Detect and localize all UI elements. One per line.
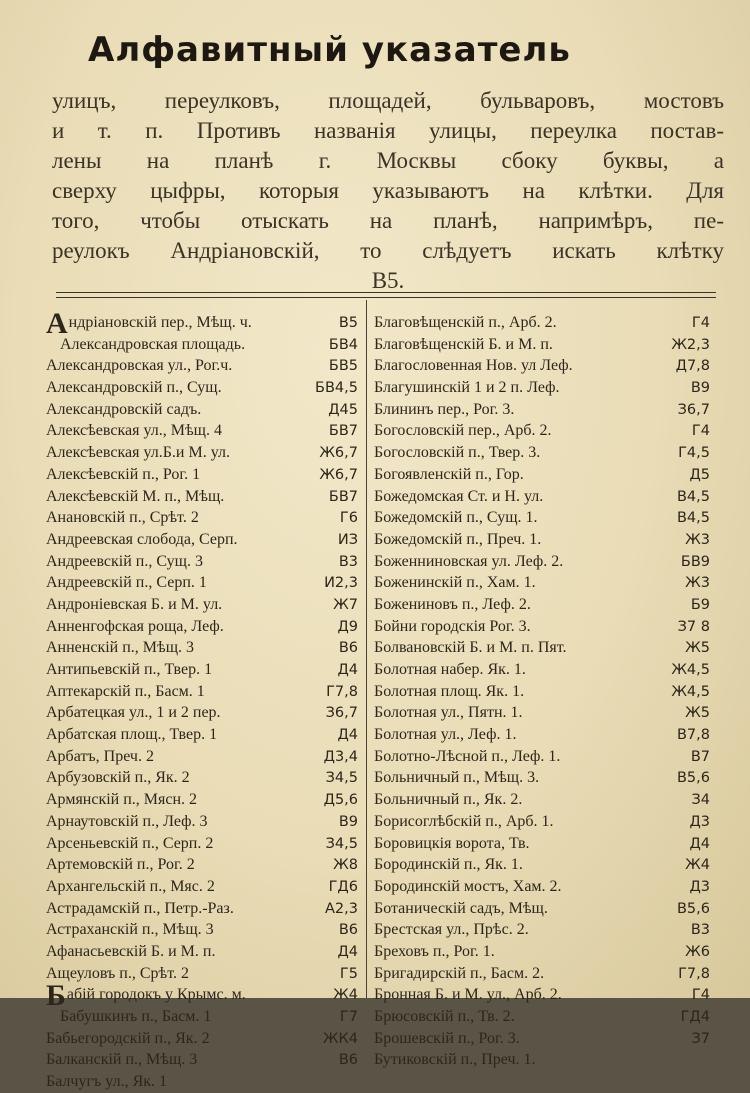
- entry-name-text: абій городокъ у Крымс. м.: [66, 986, 246, 1004]
- entry-grid-cell: Д3: [689, 878, 710, 895]
- entry-name: [374, 486, 543, 508]
- entry-name: [374, 746, 560, 768]
- index-entry: [374, 984, 710, 1006]
- index-entry: [374, 1028, 710, 1050]
- entry-grid-cell: В6: [338, 922, 358, 939]
- entry-name: [46, 572, 207, 594]
- entry-name-text: Бреховъ п., Рог. 1.: [374, 942, 495, 960]
- entry-grid-cell: Д5: [689, 466, 710, 483]
- index-entry: [374, 464, 710, 486]
- entry-name: [46, 659, 212, 681]
- index-entry: [46, 919, 358, 941]
- entry-name-text: Афанасьевскій Б. и М. п.: [46, 942, 216, 960]
- entry-name: [374, 941, 495, 963]
- entry-name: [46, 507, 199, 529]
- index-entry: [46, 876, 358, 898]
- index-entry: [374, 876, 710, 898]
- entry-name: [374, 637, 567, 659]
- entry-grid-cell: В6: [338, 1052, 358, 1069]
- entry-name: [374, 1049, 536, 1071]
- index-entry: [374, 355, 710, 377]
- index-entry: [374, 637, 710, 659]
- entry-name-text: Армянскій п., Мясн. 2: [46, 791, 198, 809]
- entry-grid-cell: ГД6: [328, 878, 358, 895]
- index-entry: [374, 746, 710, 768]
- entry-name-text: Благовѣщенскій п., Арб. 2.: [374, 314, 557, 331]
- entry-name-text: Брюсовскій п., Тв. 2.: [374, 1008, 515, 1025]
- entry-name-text: Аптекарскій п., Басм. 1: [46, 682, 205, 700]
- entry-name: [374, 984, 562, 1006]
- entry-grid-cell: Ж6,7: [319, 445, 358, 462]
- entry-name-text: Бабьегородскій п., Як. 2: [46, 1029, 210, 1047]
- entry-grid-cell: Ж2,3: [671, 336, 710, 353]
- header-rule-bottom: [56, 297, 716, 298]
- entry-name: [46, 307, 252, 340]
- index-entry: [374, 572, 710, 594]
- entry-name: [46, 876, 215, 898]
- entry-name: [374, 420, 552, 442]
- entry-name-text: Бородинскій мостъ, Хам. 2.: [374, 877, 562, 895]
- intro-line: того, чтобы отыскать на планѣ, напримѣръ, пе-: [52, 208, 724, 233]
- entry-grid-cell: Г4,5: [678, 445, 710, 462]
- index-entry: [374, 919, 710, 941]
- entry-name-text: Ащеуловъ п., Срѣт. 2: [46, 964, 189, 982]
- entry-name: [374, 681, 524, 703]
- entry-grid-cell: Ж4,5: [671, 683, 710, 700]
- index-entry: [46, 833, 358, 855]
- entry-name-text: Анненскій п., Мѣщ. 3: [46, 639, 195, 657]
- entry-grid-cell: Г4: [691, 315, 710, 331]
- index-entry: [374, 833, 710, 855]
- index-entry: [374, 941, 710, 963]
- index-entry: [46, 1006, 358, 1028]
- intro-line: реулокъ Андріановскій, то слѣдуетъ искать клѣтку: [52, 238, 724, 263]
- entry-grid-cell: Г6: [339, 510, 358, 527]
- index-entry: [46, 529, 358, 551]
- index-entry: [374, 724, 710, 746]
- index-entry: [46, 659, 358, 681]
- entry-name-text: Брестская ул., Прѣс. 2.: [374, 921, 529, 939]
- entry-name-text: Болотно-Лѣсной п., Леф. 1.: [374, 747, 561, 765]
- entry-name-text: Боровицкія ворота, Тв.: [374, 834, 530, 852]
- entry-name-text: Больничный п., Мѣщ. 3.: [374, 769, 540, 787]
- entry-grid-cell: З7: [691, 1030, 710, 1047]
- entry-name-text: Андреевскій п., Сущ. 3: [46, 552, 203, 570]
- entry-name-text: Борисоглѣбскій п., Арб. 1.: [374, 812, 554, 830]
- entry-grid-cell: Ж4: [333, 987, 358, 1004]
- entry-name: [374, 377, 559, 399]
- entry-name-text: Божедомскій п., Сущ. 1.: [374, 509, 538, 527]
- intro-line: сверху цыфры, которыя указываютъ на клѣтки. Для: [52, 178, 724, 203]
- entry-name: [374, 876, 562, 898]
- entry-name: [374, 355, 573, 377]
- entry-name: [374, 898, 548, 920]
- intro-line: и т. п. Противъ названія улицы, переулка постав-: [52, 118, 724, 143]
- entry-name: [46, 377, 222, 399]
- entry-name: [374, 616, 531, 638]
- intro-paragraph: [52, 86, 724, 296]
- entry-grid-cell: З4: [691, 792, 710, 809]
- entry-grid-cell: Д5,6: [323, 792, 358, 809]
- entry-name-text: Бородинскій п., Як. 1.: [374, 856, 523, 874]
- index-entry: [374, 898, 710, 920]
- entry-grid-cell: В4,5: [676, 510, 710, 527]
- entry-name: [374, 442, 540, 464]
- entry-grid-cell: БВ7: [328, 488, 358, 505]
- entry-grid-cell: БВ4: [328, 336, 358, 353]
- entry-grid-cell: В5,6: [676, 770, 710, 787]
- column-divider: [366, 300, 367, 998]
- entry-name: [374, 789, 522, 811]
- entry-grid-cell: Ж8: [333, 857, 358, 874]
- index-entry: [46, 507, 358, 529]
- index-entry: [46, 681, 358, 703]
- entry-name: [46, 833, 213, 855]
- index-entry: [374, 767, 710, 789]
- entry-name: [374, 312, 557, 334]
- entry-grid-cell: Д4: [337, 943, 358, 960]
- entry-name-text: Алексѣевская ул., Мѣщ. 4: [46, 422, 222, 440]
- entry-name: [46, 529, 238, 551]
- entry-grid-cell: З4,5: [325, 835, 358, 852]
- entry-name-text: Благовѣщенскій Б. и М. п.: [374, 335, 553, 353]
- index-entry: [46, 1071, 358, 1093]
- index-entry: [374, 420, 710, 442]
- index-entry: [46, 637, 358, 659]
- entry-grid-cell: Д4: [337, 662, 358, 678]
- entry-name: [46, 919, 214, 941]
- drop-cap-letter: Б: [46, 979, 66, 1013]
- index-entry: [374, 334, 710, 356]
- entry-name: [46, 681, 205, 703]
- entry-name-text: Антипьевскій п., Твер. 1: [46, 661, 213, 678]
- entry-name-text: Балчугъ ул., Як. 1: [46, 1073, 168, 1091]
- entry-name-text: Алексѣевская ул.Б.и М. ул.: [46, 444, 230, 462]
- entry-grid-cell: З7 8: [677, 618, 710, 635]
- entry-name-text: Ботаническій садъ, Мѣщ.: [374, 899, 548, 917]
- entry-name-text: Анненгофская роща, Леф.: [46, 617, 224, 635]
- entry-name: [374, 551, 563, 573]
- index-column-right: [374, 312, 710, 1071]
- entry-name: [46, 898, 234, 920]
- entry-name: [46, 724, 217, 746]
- entry-grid-cell: В3: [690, 922, 710, 939]
- entry-name-text: Балканскій п., Мѣщ. 3: [46, 1051, 198, 1069]
- entry-grid-cell: Д4: [337, 727, 358, 744]
- entry-name: [374, 594, 531, 616]
- entry-grid-cell: Ж4: [685, 857, 710, 874]
- index-entry: [46, 702, 358, 724]
- entry-name-text: Блининъ пер., Рог. 3.: [374, 400, 515, 418]
- entry-name: [46, 355, 232, 377]
- entry-name: [46, 811, 208, 833]
- entry-name-text: Боженинскій п., Хам. 1.: [374, 574, 536, 592]
- entry-name-text: Бутиковскій п., Преч. 1.: [374, 1051, 536, 1069]
- entry-name: [46, 767, 190, 789]
- entry-grid-cell: В3: [338, 553, 358, 570]
- entry-name-text: Андреевская слобода, Серп.: [46, 530, 238, 548]
- entry-grid-cell: Г7,8: [326, 683, 358, 700]
- entry-name-text: Болотная набер. Як. 1.: [374, 661, 526, 678]
- entry-name-text: Божениновъ п., Леф. 2.: [374, 595, 531, 613]
- entry-name-text: Александровскій п., Сущ.: [46, 379, 222, 397]
- entry-grid-cell: В9: [338, 813, 358, 830]
- entry-name: [374, 464, 524, 486]
- entry-grid-cell: Д9: [337, 618, 358, 635]
- entry-name: [374, 507, 538, 529]
- entry-name: [374, 659, 526, 681]
- entry-name-text: Болотная площ. Як. 1.: [374, 682, 525, 700]
- entry-grid-cell: Ж3: [685, 575, 710, 592]
- entry-name-text: Александровская площадь.: [60, 335, 246, 353]
- entry-grid-cell: ГД4: [680, 1009, 710, 1025]
- index-entry: [46, 572, 358, 594]
- entry-grid-cell: Д4: [689, 835, 710, 852]
- index-entry: [46, 464, 358, 486]
- index-entry: [374, 486, 710, 508]
- entry-name: [374, 399, 514, 421]
- index-entry: [374, 399, 710, 421]
- index-entry: [46, 724, 358, 746]
- entry-name: [46, 963, 189, 985]
- entry-name-text: Богословскій п., Твер. 3.: [374, 444, 541, 462]
- entry-name: [374, 1006, 515, 1028]
- index-entry: [374, 594, 710, 616]
- entry-name-text: Благословенная Нов. ул Леф.: [374, 357, 573, 375]
- entry-name: [46, 1028, 210, 1050]
- entry-grid-cell: Д3,4: [323, 748, 358, 765]
- entry-name-text: ндріановскій пер., Мѣщ. ч.: [68, 314, 252, 331]
- index-entry: [46, 616, 358, 638]
- index-entry: [46, 979, 358, 1013]
- index-entry: [374, 811, 710, 833]
- entry-grid-cell: Ж5: [685, 705, 710, 722]
- index-entry: [374, 854, 710, 876]
- entry-name-text: Бабушкинъ п., Басм. 1: [60, 1008, 212, 1025]
- entry-name-text: Алексѣевскій п., Рог. 1: [46, 465, 201, 483]
- entry-name-text: Болвановскій Б. и М. п. Пят.: [374, 639, 567, 657]
- index-entry: [374, 529, 710, 551]
- entry-name-text: Болотная ул., Пятн. 1.: [374, 704, 523, 722]
- header-rule-top: [56, 292, 716, 293]
- entry-name: [374, 702, 523, 724]
- entry-name: [374, 767, 539, 789]
- entry-name-text: Архангельскій п., Мяс. 2: [46, 877, 215, 895]
- entry-name: [46, 399, 201, 421]
- page-title: Алфавитный указатель: [88, 30, 571, 70]
- index-entry: [46, 486, 358, 508]
- entry-grid-cell: ИЗ: [337, 531, 358, 548]
- index-entry: [46, 551, 358, 573]
- entry-grid-cell: Ж5: [685, 640, 710, 657]
- index-entry: [374, 312, 710, 334]
- entry-grid-cell: БВ4,5: [315, 380, 358, 397]
- entry-name: [46, 486, 224, 508]
- entry-grid-cell: З4,5: [325, 770, 358, 787]
- entry-name: [46, 594, 222, 616]
- entry-grid-cell: Ж6: [685, 943, 710, 960]
- entry-name-text: Брошевскій п., Рог. 3.: [374, 1029, 520, 1047]
- entry-name-text: Богословскій пер., Арб. 2.: [374, 422, 552, 440]
- entry-grid-cell: В6: [338, 640, 358, 657]
- index-entry: [46, 898, 358, 920]
- entry-name: [46, 854, 195, 876]
- entry-name: [374, 572, 536, 594]
- entry-name: [374, 334, 553, 356]
- entry-grid-cell: А2,3: [325, 900, 358, 917]
- entry-grid-cell: Г5: [339, 965, 358, 982]
- entry-grid-cell: ЖК4: [322, 1030, 358, 1047]
- entry-grid-cell: З6,7: [325, 705, 358, 722]
- entry-name-text: Анановскій п., Срѣт. 2: [46, 509, 199, 527]
- entry-grid-cell: З6,7: [677, 401, 710, 418]
- entry-name: [46, 1049, 197, 1071]
- entry-name-text: Арбатецкая ул., 1 и 2 пер.: [46, 704, 221, 722]
- entry-name-text: Бронная Б. и М. ул., Арб. 2.: [374, 986, 562, 1004]
- entry-grid-cell: Б9: [690, 596, 710, 613]
- index-entry: [46, 594, 358, 616]
- index-entry: [374, 681, 710, 703]
- entry-name-text: Божедомскій п., Преч. 1.: [374, 530, 542, 548]
- index-entry: [374, 616, 710, 638]
- entry-grid-cell: Д7,8: [675, 358, 710, 375]
- entry-grid-cell: Ж4,5: [671, 662, 710, 678]
- index-entry: [46, 399, 358, 421]
- entry-name-text: Благушинскій 1 и 2 п. Леф.: [374, 379, 560, 397]
- entry-grid-cell: Г7: [339, 1009, 358, 1025]
- entry-name: [374, 854, 523, 876]
- index-entry: [46, 789, 358, 811]
- entry-name: [46, 551, 203, 573]
- entry-name-text: Бойни городскія Рог. 3.: [374, 617, 531, 635]
- index-entry: [374, 963, 710, 985]
- entry-name-text: Астраханскій п., Мѣщ. 3: [46, 921, 214, 939]
- entry-name-text: Болотная ул., Леф. 1.: [374, 726, 517, 744]
- entry-name: [374, 833, 530, 855]
- index-entry: [46, 307, 358, 340]
- intro-line: лены на планѣ г. Москвы сбоку буквы, а: [52, 148, 724, 173]
- entry-grid-cell: В7,8: [676, 727, 710, 744]
- index-entry: [374, 551, 710, 573]
- index-entry: [374, 702, 710, 724]
- entry-name: [46, 464, 200, 486]
- entry-name-text: Андреевскій п., Серп. 1: [46, 574, 207, 592]
- entry-name-text: Арнаутовскій п., Леф. 3: [46, 812, 208, 830]
- drop-cap-letter: А: [46, 307, 68, 340]
- entry-name-text: Александровскій садъ.: [46, 400, 202, 418]
- entry-grid-cell: В5,6: [676, 900, 710, 917]
- entry-name-text: Божедомская Ст. и Н. ул.: [374, 487, 544, 505]
- entry-grid-cell: Г7,8: [678, 965, 710, 982]
- entry-name-text: Арбузовскій п., Як. 2: [46, 769, 190, 787]
- index-entry: [374, 1006, 710, 1028]
- entry-grid-cell: БВ5: [328, 358, 358, 375]
- entry-name: [374, 724, 516, 746]
- index-entry: [374, 442, 710, 464]
- index-entry: [46, 377, 358, 399]
- entry-name-text: Больничный п., Як. 2.: [374, 791, 523, 809]
- entry-name: [46, 637, 194, 659]
- index-entry: [46, 941, 358, 963]
- index-entry: [46, 442, 358, 464]
- entry-grid-cell: В4,5: [676, 488, 710, 505]
- entry-name: [46, 746, 154, 768]
- entry-name: [46, 442, 230, 464]
- entry-name-text: Артемовскій п., Рог. 2: [46, 856, 195, 874]
- index-entry: [46, 811, 358, 833]
- entry-name: [46, 420, 222, 442]
- index-entry: [374, 659, 710, 681]
- entry-name-text: Арбатъ, Преч. 2: [46, 747, 154, 765]
- index-entry: [46, 746, 358, 768]
- index-entry: [46, 1049, 358, 1071]
- entry-name: [374, 811, 554, 833]
- entry-name: [374, 963, 544, 985]
- index-entry: [46, 420, 358, 442]
- entry-grid-cell: Г4: [691, 423, 710, 440]
- entry-name: [46, 941, 215, 963]
- entry-grid-cell: В7: [690, 748, 710, 765]
- index-entry: [374, 377, 710, 399]
- entry-grid-cell: Ж3: [685, 531, 710, 548]
- entry-name: [46, 334, 245, 356]
- entry-name-text: Александровская ул., Рог.ч.: [46, 357, 233, 375]
- entry-name-text: Арсеньевскій п., Серп. 2: [46, 834, 214, 852]
- intro-line: улицъ, переулковъ, площадей, бульваровъ, мостовъ: [52, 88, 724, 113]
- index-entry: [374, 1049, 710, 1071]
- entry-name-text: Боженниновская ул. Леф. 2.: [374, 552, 564, 570]
- index-entry: [46, 963, 358, 985]
- index-entry: [374, 789, 710, 811]
- entry-name: [46, 1006, 211, 1028]
- index-entry: [46, 355, 358, 377]
- entry-name: [46, 616, 224, 638]
- entry-name-text: Богоявленскій п., Гор.: [374, 465, 524, 483]
- index-entry: [374, 507, 710, 529]
- entry-grid-cell: Г4: [691, 987, 710, 1004]
- entry-grid-cell: Ж6,7: [319, 466, 358, 483]
- entry-name: [46, 979, 246, 1013]
- entry-grid-cell: БВ7: [328, 423, 358, 440]
- index-entry: [46, 854, 358, 876]
- index-entry: [46, 334, 358, 356]
- entry-grid-cell: И2,3: [324, 575, 358, 592]
- entry-name-text: Бригадирскій п., Басм. 2.: [374, 964, 545, 982]
- entry-name: [374, 529, 541, 551]
- entry-name: [46, 789, 197, 811]
- entry-name-text: Арбатская площ., Твер. 1: [46, 726, 218, 744]
- entry-grid-cell: Ж7: [333, 596, 358, 613]
- entry-grid-cell: Д45: [328, 401, 358, 418]
- entry-name: [46, 1071, 167, 1093]
- index-entry: [46, 1028, 358, 1050]
- entry-name-text: Алексѣевскій М. п., Мѣщ.: [46, 487, 225, 505]
- entry-name: [46, 702, 221, 724]
- entry-name: [374, 1028, 520, 1050]
- entry-grid-cell: Д3: [689, 813, 710, 830]
- entry-name: [374, 919, 529, 941]
- intro-line: В5.: [371, 268, 405, 293]
- entry-grid-cell: В9: [690, 380, 710, 397]
- entry-grid-cell: БВ9: [680, 553, 710, 570]
- index-entry: [46, 767, 358, 789]
- entry-grid-cell: В5: [338, 315, 358, 331]
- entry-name-text: Астрадамскій п., Петр.-Раз.: [46, 899, 234, 917]
- index-column-left: [46, 307, 358, 1093]
- entry-name-text: Андроніевская Б. и М. ул.: [46, 595, 223, 613]
